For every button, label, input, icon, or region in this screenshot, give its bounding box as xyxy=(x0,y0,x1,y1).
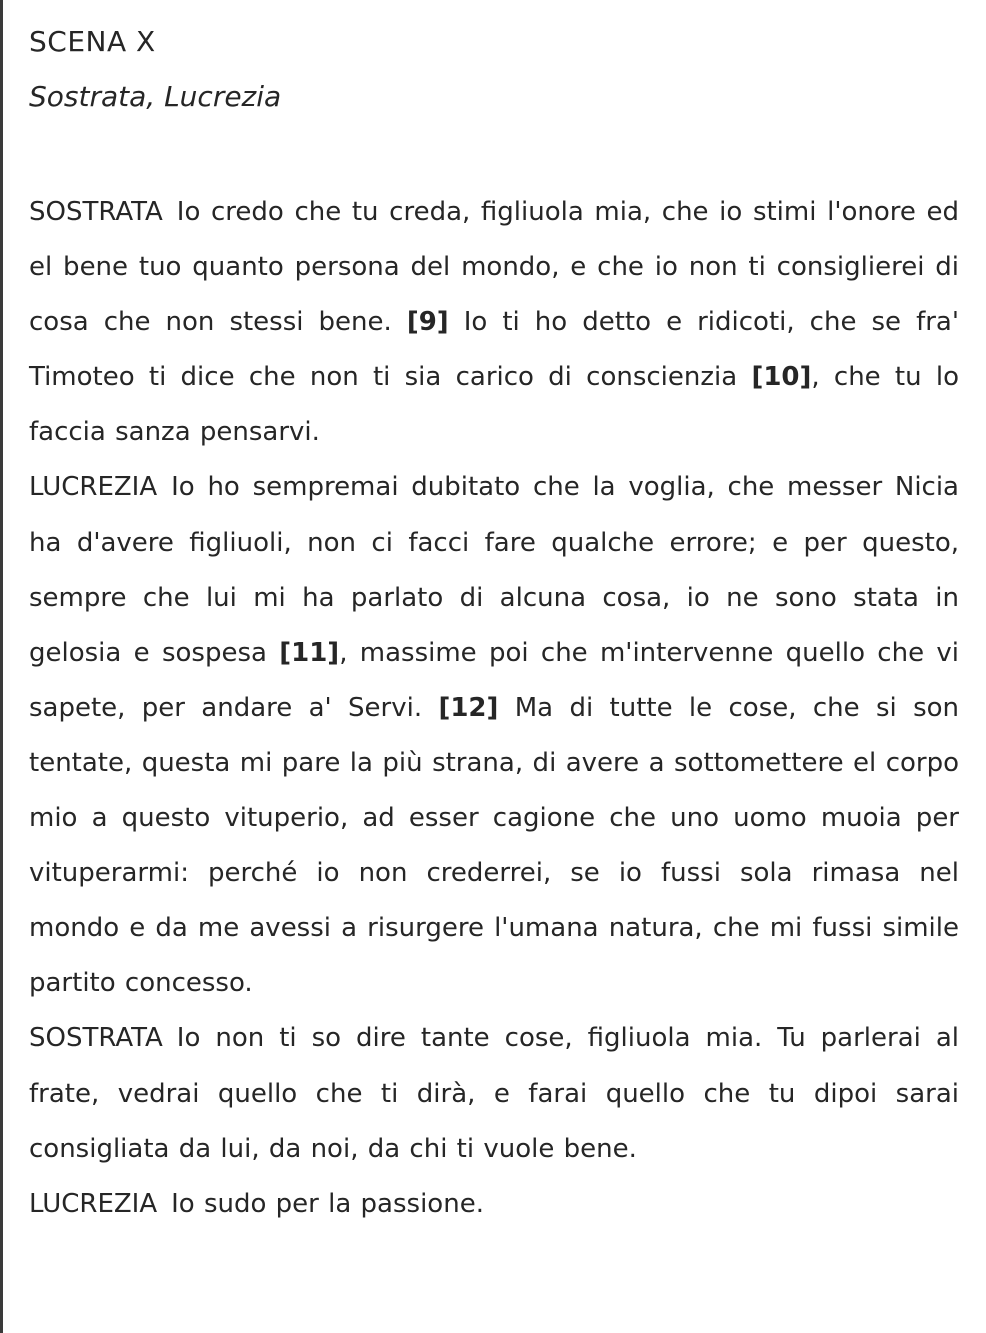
scene-characters: Sostrata, Lucrezia xyxy=(29,80,282,113)
speech-text: , massime poi che m'intervenne quello che vi sapete, per andare a' Servi. xyxy=(29,637,959,723)
speech-text: Io ti ho detto e ridicoti, che se fra' Timoteo ti dice che non ti sia carico di conscienzia xyxy=(29,307,960,393)
speaker-name: SOSTRATA xyxy=(29,1023,163,1054)
speech-text: , che tu lo faccia sanza pensarvi. xyxy=(29,362,959,448)
left-margin-rule xyxy=(0,0,3,1333)
footnote-ref-10[interactable]: [10] xyxy=(751,362,812,393)
speech-sostrata-1 xyxy=(29,185,959,460)
footnote-ref-9[interactable]: [9] xyxy=(406,307,449,338)
scene-title: SCENA X xyxy=(29,25,156,58)
dialogue xyxy=(29,185,959,1232)
speech-text: Io ho sempremai dubitato che la voglia, che messer Nicia ha d'avere figliuoli, non ci facci fare qualche errore; e per questo, sempre che lui mi ha parlato di alcuna cosa, io ne sono stata in gelosia e sospesa xyxy=(29,472,959,668)
speaker-name: LUCREZIA xyxy=(29,1188,158,1219)
document-page xyxy=(29,20,959,1232)
speech-lucrezia-1 xyxy=(29,460,959,1011)
speech-text: Ma di tutte le cose, che si son tentate, questa mi pare la più strana, di avere a sottomettere el corpo mio a questo vituperio, ad esser cagione che uno uomo muoia per vituperarmi: perché io non crederrei, se io fussi sola rimasa nel mondo e da me avessi a risurgere l'umana natura, che mi fussi simile partito concesso. xyxy=(29,692,959,999)
speaker-name: LUCREZIA xyxy=(29,472,158,503)
speaker-name: SOSTRATA xyxy=(29,197,163,227)
speech-sostrata-2 xyxy=(29,1011,959,1176)
speech-lucrezia-2 xyxy=(29,1177,959,1232)
speech-text: Io credo che tu creda, figliuola mia, che io stimi l'onore ed el bene tuo quanto persona del mondo, e che io non ti consiglierei di cosa che non stessi bene. xyxy=(29,197,959,338)
footnote-ref-11[interactable]: [11] xyxy=(279,637,340,668)
speech-text: Io non ti so dire tante cose, figliuola mia. Tu parlerai al frate, vedrai quello che ti dirà, e farai quello che tu dipoi sarai consigliata da lui, da noi, da chi ti vuole bene. xyxy=(29,1023,959,1164)
speech-text: Io sudo per la passione. xyxy=(171,1188,484,1219)
footnote-ref-12[interactable]: [12] xyxy=(438,692,499,723)
